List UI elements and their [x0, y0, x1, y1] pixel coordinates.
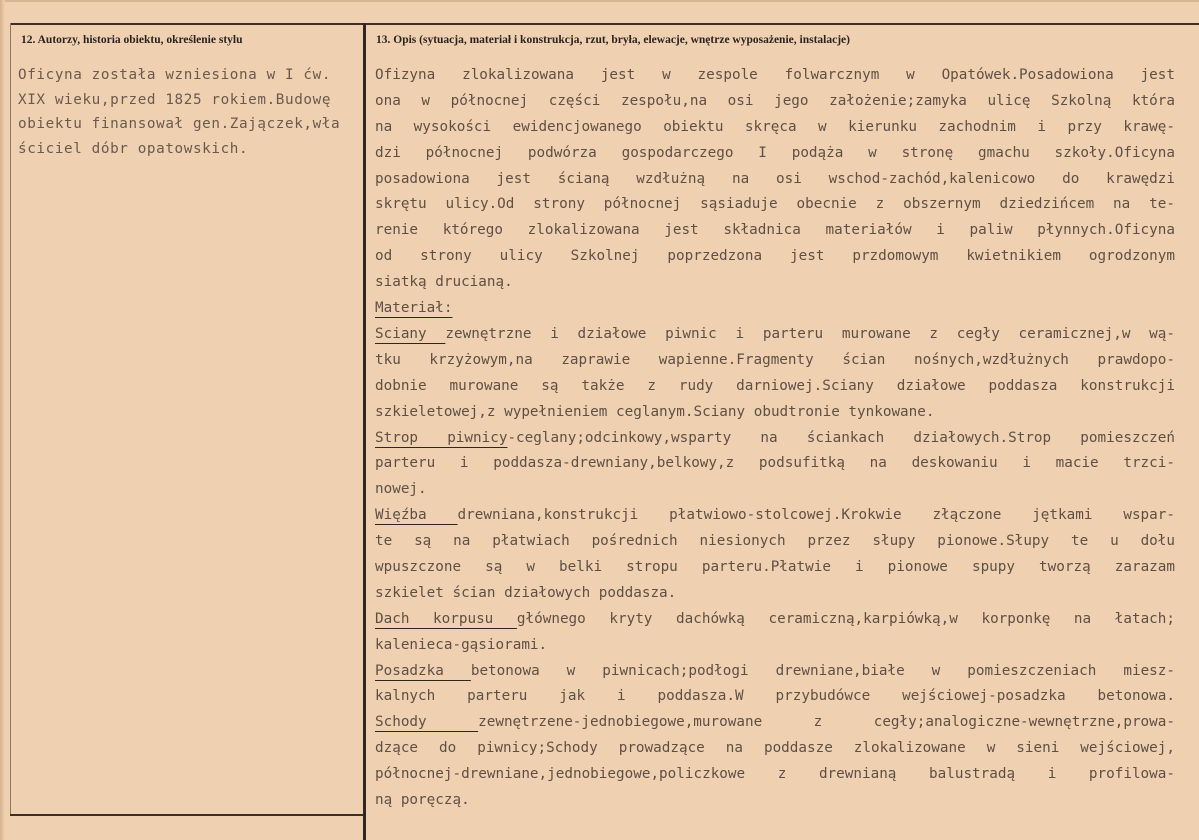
text-line: szkieletowej,z wypełnieniem ceglanym.Sciany obudtronie tynkowane.: [375, 403, 935, 420]
section-13-header: 13. Opis (sytuacja, materiał i konstrukcja, rzut, bryła, elewacje, wnętrze wyposażenie, instalacje): [376, 34, 850, 46]
text-line: [375, 426, 1175, 452]
posadzka-label: Posadzka: [375, 662, 471, 679]
text-line: ona w północnej części zespołu,na osi jego założenie;zamyka ulicę Szkolną która: [375, 92, 1175, 109]
text-line: dzi północnej podwórza gospodarczego I podąża w stronę gmachu szkoły.Oficyna: [375, 144, 1175, 161]
sciany-label: Sciany: [375, 325, 446, 342]
column-divider: [363, 23, 366, 840]
text-line: parteru i poddasza-drewniany,belkowy,z podsufitką na deskowaniu i macie trzci-: [375, 455, 1175, 472]
text-span: głównego kryty dachówką ceramiczną,karpiówką,w korponkę na łatach;: [516, 610, 1175, 627]
text-line: kalnych parteru jak i poddasza.W przybudówce wejściowej-posadzka betonowa.: [375, 688, 1175, 705]
wiezba-label: Więźba: [375, 507, 458, 524]
form-left-rule: [10, 23, 11, 816]
text-span: betonowa w piwnicach;podłogi drewniane,białe w pomieszczeniach miesz-: [470, 662, 1175, 679]
text-line: [375, 710, 1175, 736]
dach-label: Dach korpusu: [375, 610, 517, 627]
text-line: nowej.: [375, 481, 427, 498]
text-line: tku krzyżowym,na zaprawie wapienne.Fragmenty ścian nośnych,wzdłużnych prawdopo-: [375, 351, 1175, 368]
text-line: dobnie murowane są także z rudy darniowej.Sciany działowe poddasza konstrukcji: [375, 377, 1175, 394]
text-line: [375, 503, 1175, 529]
strop-label: Strop piwnicy: [375, 429, 508, 446]
text-line: renie którego zlokalizowana jest składnica materiałów i paliw płynnych.Oficyna: [375, 222, 1175, 239]
text-line: szkielet ścian działowych poddasza.: [375, 584, 677, 601]
text-line: północnej-drewniane,jednobiegowe,policzkowe z drewnianą balustradą i profilowa-: [375, 766, 1175, 783]
authors-history-text: [18, 63, 363, 161]
text-line: ną poręczą.: [375, 792, 470, 809]
paper-edge-left: [0, 0, 5, 840]
section-12-header: 12. Autorzy, historia obiektu, określenie stylu: [21, 34, 243, 46]
schody-label: Schody: [375, 714, 479, 731]
text-line: Ofizyna zlokalizowana jest w zespole folwarcznym w Opatówek.Posadowiona jest: [375, 67, 1175, 83]
text-line: dzące do piwnicy;Schody prowadzące na poddasze zlokalizowane w sieni wejściowej,: [375, 740, 1175, 757]
text-line: XIX wieku,przed 1825 rokiem.Budowę: [18, 91, 332, 108]
material-heading: Materiał:: [375, 300, 453, 317]
text-line: obiektu finansował gen.Zajączek,wła: [18, 116, 341, 133]
text-line: [375, 607, 1175, 633]
form-bottom-rule: [10, 814, 365, 816]
text-span: zewnętrzene-jednobiegowe,murowane z cegły;analogiczne-wewnętrzne,prowa-: [478, 714, 1175, 731]
paper-edge-top: [0, 0, 1199, 2]
text-line: [375, 322, 1175, 348]
text-span: drewniana,konstrukcji płatwiowo-stolcowej.Krokwie złączone jętkami wspar-: [457, 507, 1175, 524]
text-span: -ceglany;odcinkowy,wsparty na ściankach działowych.Strop pomieszczeń: [507, 429, 1175, 446]
text-line: [375, 659, 1175, 685]
text-line: siatką drucianą.: [375, 274, 513, 291]
text-line: wpuszczone są w belki stropu parteru.Płatwie i pionowe spupy tworzą zarazam: [375, 558, 1175, 575]
text-line: ściciel dóbr opatowskich.: [18, 140, 249, 157]
text-line: posadowiona jest ścianą wzdłużną na osi wschod-zachód,kalenicowo do krawędzi: [375, 170, 1175, 187]
text-line: kalenieca-gąsiorami.: [375, 636, 548, 653]
description-text: [375, 63, 1175, 814]
text-line: od strony ulicy Szkolnej poprzedzona jest przdomowym kwietnikiem ogrodzonym: [375, 248, 1175, 265]
text-line: na wysokości ewidencjowanego obiektu skręca w kierunku zachodnim i przy krawę-: [375, 118, 1175, 135]
text-line: Oficyna została wzniesiona w I ćw.: [18, 67, 332, 83]
form-top-rule: [10, 23, 1199, 25]
text-line: te są na płatwiach pośrednich niesionych przez słupy pionowe.Słupy te u dołu: [375, 533, 1175, 550]
text-span: zewnętrzne i działowe piwnic i parteru murowane z cegły ceramicznej,w wą-: [445, 325, 1175, 342]
text-line: skrętu ulicy.Od strony północnej sąsiaduje obecnie z obszernym dziedzińcem na te-: [375, 196, 1175, 213]
